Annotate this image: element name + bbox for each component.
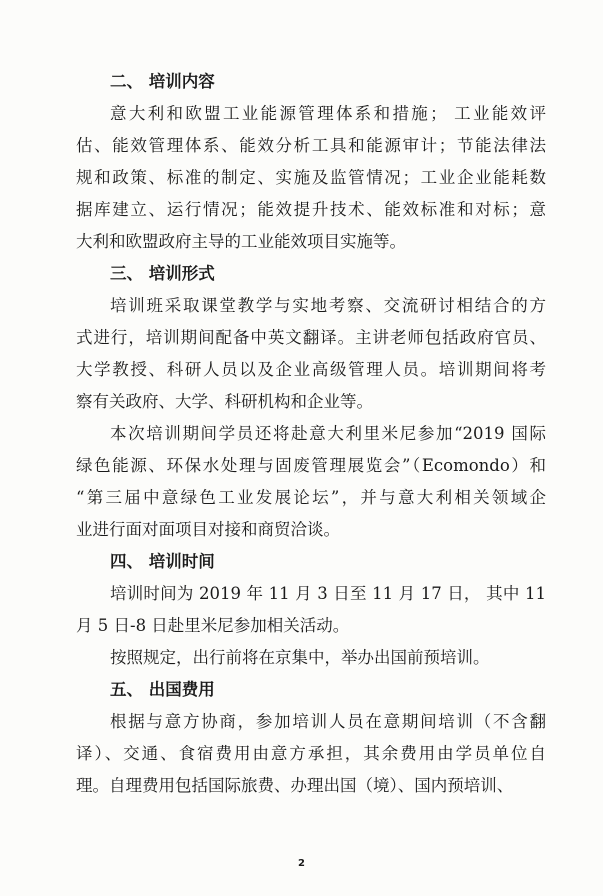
paragraph	[76, 642, 546, 674]
section-heading: 三、 培训形式	[110, 264, 215, 283]
text-line: 绿色能源、环保水处理与固废管理展览会”（Ecomondo）和	[76, 456, 546, 475]
text-line: 察有关政府、大学、科研机构和企业等。	[76, 392, 373, 411]
page-number: 2	[298, 858, 305, 869]
text-line: 意大利和欧盟工业能源管理体系和措施； 工业能效评	[110, 104, 546, 123]
paragraph	[76, 418, 546, 546]
paragraph	[76, 578, 546, 642]
text-line: 估、能效管理体系、能效分析工具和能源审计；节能法律法	[76, 136, 546, 155]
text-line: 根据与意方协商，参加培训人员在意期间培训（不含翻	[110, 712, 546, 731]
section-heading: 四、 培训时间	[110, 552, 215, 571]
text-line: 据库建立、运行情况；能效提升技术、能效标准和对标；意	[76, 200, 546, 219]
text-line: 大利和欧盟政府主导的工业能效项目实施等。	[76, 232, 406, 251]
paragraph	[76, 706, 546, 802]
text-line: 本次培训期间学员还将赴意大利里米尼参加“2019 国际	[110, 424, 546, 443]
text-line: 按照规定，出行前将在京集中，举办出国前预培训。	[110, 648, 490, 667]
text-line: 月 5 日-8 日赴里米尼参加相关活动。	[76, 616, 350, 635]
text-line: 规和政策、标准的制定、实施及监管情况；工业企业能耗数	[76, 168, 546, 187]
text-line: 式进行，培训期间配备中英文翻译。主讲老师包括政府官员、	[76, 328, 546, 347]
text-line: 理。自理费用包括国际旅费、办理出国（境）、国内预培训、	[76, 776, 514, 795]
document-body	[76, 66, 546, 802]
text-line: 大学教授、科研人员以及企业高级管理人员。培训期间将考	[76, 360, 546, 379]
text-line: “第三届中意绿色工业发展论坛”，并与意大利相关领域企	[76, 488, 546, 507]
text-line: 业进行面对面项目对接和商贸洽谈。	[76, 520, 340, 539]
section-heading: 二、 培训内容	[110, 72, 215, 91]
section-heading: 五、 出国费用	[110, 680, 215, 699]
text-line: 培训班采取课堂教学与实地考察、交流研讨相结合的方	[110, 296, 546, 315]
text-line: 培训时间为 2019 年 11 月 3 日至 11 月 17 日， 其中 11	[110, 584, 546, 603]
text-line: 译）、交通、食宿费用由意方承担，其余费用由学员单位自	[76, 744, 546, 763]
paragraph	[76, 290, 546, 418]
paragraph	[76, 98, 546, 258]
